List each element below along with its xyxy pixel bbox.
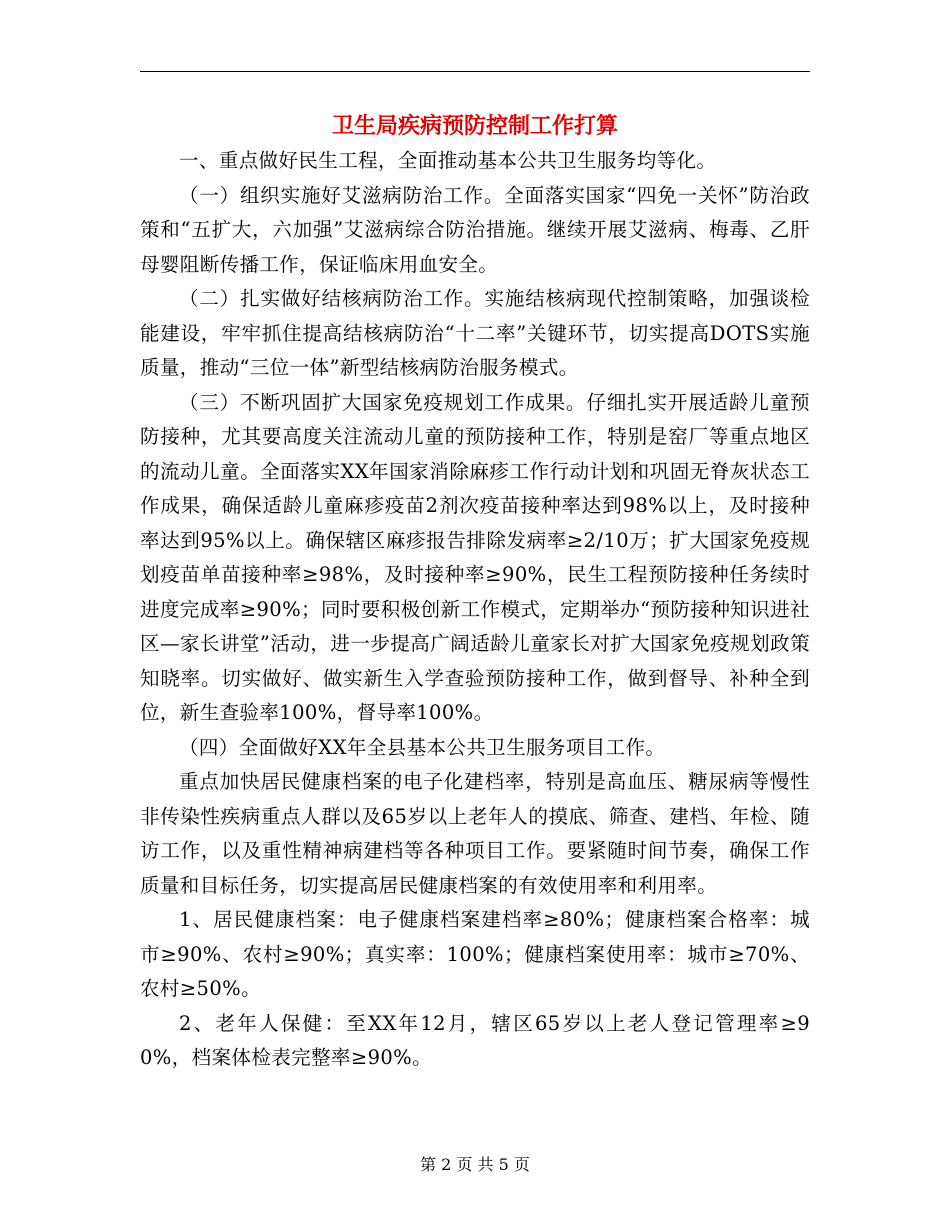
paragraph-heading-1: 一、重点做好民生工程，全面推动基本公共卫生服务均等化。 [179, 149, 717, 172]
paragraph-tuberculosis: （二）扎实做好结核病防治工作。实施结核病现代控制策略，加强谈检能建设，牢牢抓住提高结核病防治“十二率”关键环节，切实提高DOTS实施质量，推动“三位一体”新型结核病防治服务模式。 [140, 287, 810, 379]
page-footer: 第 2 页 共 5 页 [420, 1155, 530, 1174]
paragraph-item-2: 2、老年人保健：至XX年12月，辖区65岁以上老人登记管理率≥90%，档案体检表完整率≥90%。 [140, 1011, 810, 1069]
paragraph-item-1: 1、居民健康档案：电子健康档案建档率≥80%；健康档案合格率：城市≥90%、农村≥90%；真实率：100%；健康档案使用率：城市≥70%、农村≥50%。 [140, 908, 810, 1000]
document-body [140, 144, 810, 1076]
document-title: 卫生局疾病预防控制工作打算 [331, 113, 618, 139]
paragraph-public-health: （四）全面做好XX年全县基本公共卫生服务项目工作。 [179, 735, 666, 759]
header-rule [140, 71, 810, 72]
paragraph-immunization: （三）不断巩固扩大国家免疫规划工作成果。仔细扎实开展适龄儿童预防接种，尤其要高度关注流动儿童的预防接种工作，特别是窑厂等重点地区的流动儿童。全面落实XX年国家消除麻疹工作行动计划和巩固无脊灰状态工作成果，确保适龄儿童麻疹疫苗2剂次疫苗接种率达到98%以上，及时接种率达到95%以上。确保辖区麻疹报告排除发病率≥2/10万；扩大国家免疫规划疫苗单苗接种率≥98%，及时接种率≥90%，民生工程预防接种任务续时进度完成率≥90%；同时要积极创新工作模式，定期举办“预防接种知识进社区—家长讲堂”活动，进一步提高广阔适龄儿童家长对扩大国家免疫规划政策知晓率。切实做好、做实新生入学查验预防接种工作，做到督导、补种全到位，新生查验率100%，督导率100%。 [140, 390, 810, 724]
paragraph-health-records: 重点加快居民健康档案的电子化建档率，特别是高血压、糖尿病等慢性非传染性疾病重点人群以及65岁以上老年人的摸底、筛查、建档、年检、随访工作，以及重性精神病建档等各种项目工作。要紧随时间节奏，确保工作质量和目标任务，切实提高居民健康档案的有效使用率和利用率。 [140, 770, 810, 897]
paragraph-aids: （一）组织实施好艾滋病防治工作。全面落实国家“四免一关怀”防治政策和“五扩大，六加强”艾滋病综合防治措施。继续开展艾滋病、梅毒、乙肝母婴阻断传播工作，保证临床用血安全。 [140, 183, 810, 276]
